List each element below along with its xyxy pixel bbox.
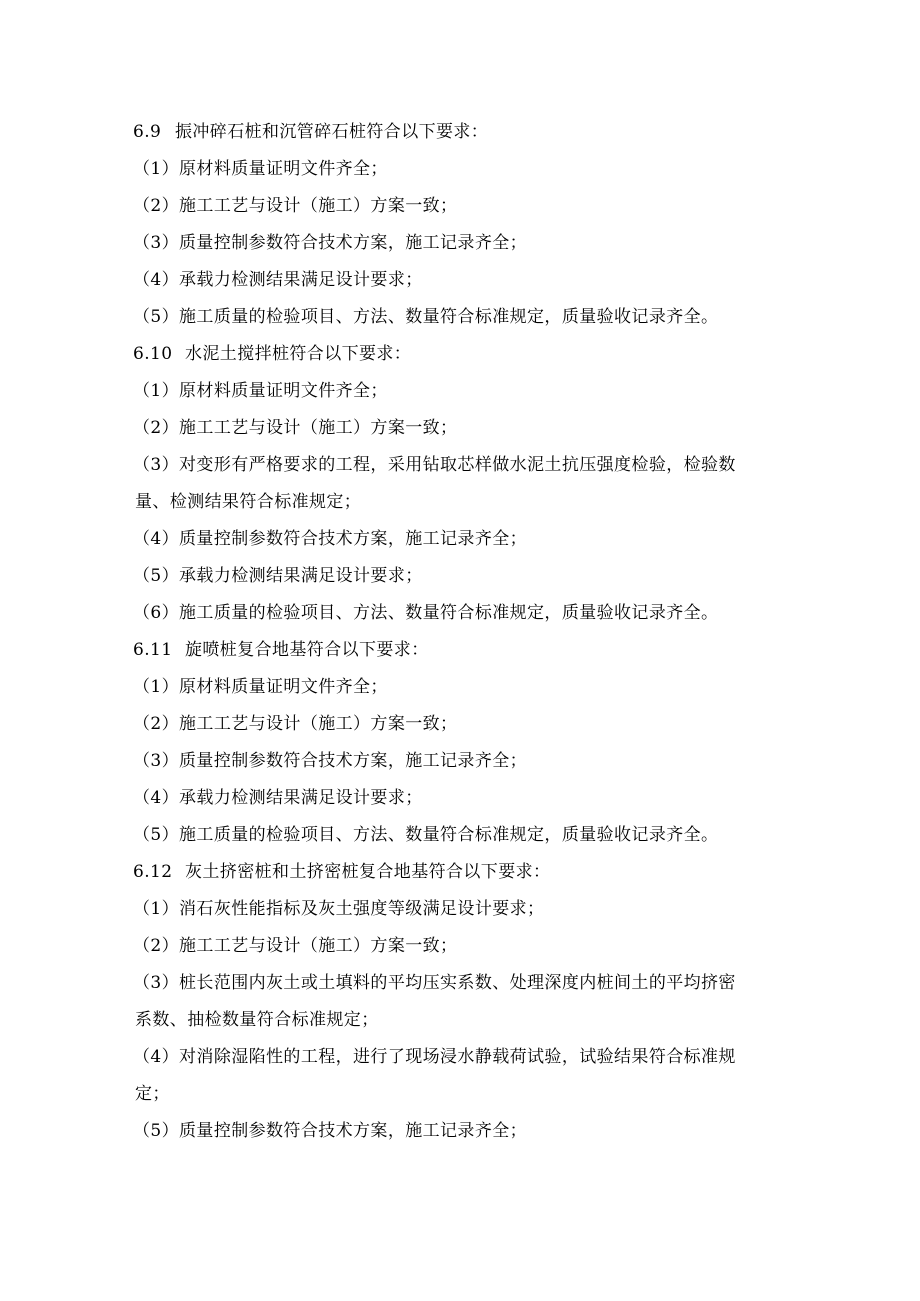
section-title: 水泥土搅拌桩符合以下要求： xyxy=(185,344,412,364)
list-item: （1）消石灰性能指标及灰土强度等级满足设计要求； xyxy=(133,899,545,919)
list-item: （1）原材料质量证明文件齐全； xyxy=(133,159,388,179)
list-item-continuation: 系数、抽检数量符合标准规定； xyxy=(135,1010,379,1030)
list-item: （2）施工工艺与设计（施工）方案一致； xyxy=(133,936,458,956)
list-item: （6）施工质量的检验项目、方法、数量符合标准规定，质量验收记录齐全。 xyxy=(133,603,719,623)
list-item: （4）对消除湿陷性的工程，进行了现场浸水静载荷试验，试验结果符合标准规 xyxy=(133,1047,736,1067)
list-item: （3）桩长范围内灰土或土填料的平均压实系数、处理深度内桩间土的平均挤密 xyxy=(133,973,736,993)
list-item: （2）施工工艺与设计（施工）方案一致； xyxy=(133,418,458,438)
section-title: 旋喷桩复合地基符合以下要求： xyxy=(185,640,429,660)
list-item: （3）质量控制参数符合技术方案，施工记录齐全； xyxy=(133,751,528,771)
list-item: （5）质量控制参数符合技术方案，施工记录齐全； xyxy=(133,1121,528,1141)
section-number: 6.9 xyxy=(133,122,162,142)
list-item-continuation: 定； xyxy=(135,1084,170,1104)
section-heading xyxy=(133,336,793,373)
document-body xyxy=(133,114,793,1150)
list-item: （1）原材料质量证明文件齐全； xyxy=(133,381,388,401)
section-number: 6.12 xyxy=(133,862,173,882)
list-item: （2）施工工艺与设计（施工）方案一致； xyxy=(133,714,458,734)
list-item: （5）施工质量的检验项目、方法、数量符合标准规定，质量验收记录齐全。 xyxy=(133,307,719,327)
list-item: （1）原材料质量证明文件齐全； xyxy=(133,677,388,697)
list-item: （4）承载力检测结果满足设计要求； xyxy=(133,788,423,808)
list-item: （2）施工工艺与设计（施工）方案一致； xyxy=(133,196,458,216)
section-number: 6.10 xyxy=(133,344,173,364)
section-heading xyxy=(133,632,793,669)
section-title: 灰土挤密桩和土挤密桩复合地基符合以下要求： xyxy=(185,862,551,882)
list-item: （3）质量控制参数符合技术方案，施工记录齐全； xyxy=(133,233,528,253)
section-title: 振冲碎石桩和沉管碎石桩符合以下要求： xyxy=(175,122,489,142)
list-item-continuation: 量、检测结果符合标准规定； xyxy=(135,492,362,512)
list-item: （5）施工质量的检验项目、方法、数量符合标准规定，质量验收记录齐全。 xyxy=(133,825,719,845)
section-heading xyxy=(133,854,793,891)
list-item: （4）质量控制参数符合技术方案，施工记录齐全； xyxy=(133,529,528,549)
list-item: （5）承载力检测结果满足设计要求； xyxy=(133,566,423,586)
list-item: （3）对变形有严格要求的工程，采用钻取芯样做水泥土抗压强度检验，检验数 xyxy=(133,455,736,475)
section-heading xyxy=(133,114,793,151)
list-item: （4）承载力检测结果满足设计要求； xyxy=(133,270,423,290)
section-number: 6.11 xyxy=(133,640,173,660)
